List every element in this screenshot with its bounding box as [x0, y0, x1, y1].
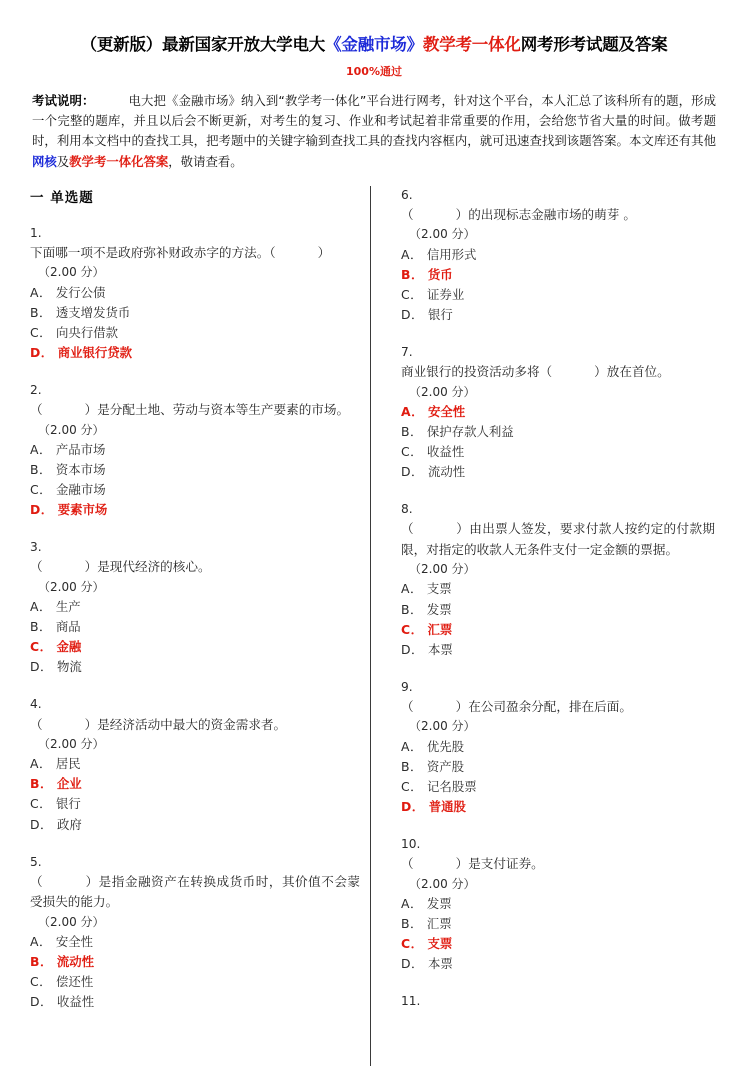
option-correct-answer[interactable] [30, 343, 360, 363]
option-row[interactable] [30, 323, 360, 343]
option-correct-answer[interactable] [30, 952, 360, 972]
option-key: D． [30, 502, 54, 518]
option-correct-answer[interactable] [401, 620, 715, 640]
right-column [375, 186, 715, 1029]
right-question-list [401, 186, 715, 1011]
option-key: A． [401, 246, 423, 262]
question-stem-suffix: ）的出现标志金融市场的萌芽 。 [455, 206, 636, 222]
option-text: 银行 [427, 306, 453, 322]
description-segment-2: 及 [56, 153, 70, 169]
option-correct-answer[interactable] [401, 402, 715, 422]
question-block [30, 853, 360, 1013]
option-key: D． [30, 994, 53, 1010]
option-key: A． [30, 756, 52, 772]
option-key: B． [401, 758, 423, 774]
option-key: D． [401, 798, 425, 814]
option-row[interactable] [401, 462, 715, 482]
option-correct-answer[interactable] [30, 774, 360, 794]
option-text: 银行 [56, 796, 81, 812]
option-key: A． [401, 581, 423, 597]
question-block [401, 500, 715, 660]
option-row[interactable] [401, 245, 715, 265]
question-columns [30, 186, 718, 1066]
option-text: 本票 [427, 956, 453, 972]
option-text: 发票 [426, 895, 452, 911]
question-points: （2.00 分） [409, 876, 476, 891]
question-stem-suffix: ）是经济活动中最大的资金需求者。 [84, 716, 287, 732]
question-block [30, 538, 360, 677]
option-row[interactable] [30, 617, 360, 637]
question-stem-suffix: ）放在首位。 [594, 364, 670, 380]
question-block [401, 835, 715, 974]
option-correct-answer[interactable] [401, 265, 715, 285]
exam-description-label: 考试说明： [32, 93, 95, 109]
question-stem [30, 557, 360, 577]
option-text: 透支增发货币 [55, 304, 131, 320]
option-text: 企业 [56, 776, 82, 792]
option-text: 信用形式 [426, 246, 477, 262]
question-stem-prefix: （ [30, 559, 43, 575]
option-row[interactable] [30, 303, 360, 323]
question-stem [401, 697, 715, 717]
question-points: （2.00 分） [38, 914, 105, 929]
option-text: 向央行借款 [56, 324, 118, 340]
option-key: B． [30, 776, 53, 792]
question-points: （2.00 分） [38, 265, 105, 280]
question-number: 4. [30, 697, 42, 712]
option-key: C． [30, 481, 53, 497]
option-text: 收益性 [56, 994, 95, 1010]
description-segment-3: ，敬请查看。 [168, 153, 243, 169]
left-question-list [30, 224, 360, 1013]
option-text: 货币 [427, 266, 453, 282]
option-text: 证券业 [427, 286, 465, 302]
option-key: C． [30, 796, 53, 812]
option-correct-answer[interactable] [401, 797, 715, 817]
option-text: 物流 [56, 659, 82, 675]
option-text: 居民 [55, 756, 81, 772]
option-key: C． [401, 621, 424, 637]
question-stem-suffix: ） [317, 244, 331, 260]
page-title [30, 34, 718, 56]
option-text: 保护存款人利益 [426, 423, 514, 439]
question-stem-suffix: ）是指金融资产在转换成货币时，其价值不会蒙受损失的能力。 [30, 873, 361, 910]
option-row[interactable] [30, 440, 360, 460]
option-key: A． [401, 403, 424, 419]
option-key: C． [401, 286, 424, 302]
option-row[interactable] [401, 442, 715, 462]
question-number: 7. [401, 344, 413, 359]
option-correct-answer[interactable] [30, 500, 360, 520]
option-text: 收益性 [427, 443, 465, 459]
option-text: 产品市场 [55, 441, 106, 457]
option-key: C． [30, 974, 53, 990]
option-row[interactable] [30, 815, 360, 835]
description-highlight-blue: 网核 [32, 153, 57, 169]
option-row[interactable] [401, 954, 715, 974]
question-stem-suffix: ）在公司盈余分配，排在后面。 [455, 699, 632, 715]
option-text: 发行公债 [55, 284, 106, 300]
option-row[interactable] [30, 283, 360, 303]
question-points: （2.00 分） [409, 719, 476, 734]
question-number: 9. [401, 679, 413, 694]
option-text: 支票 [427, 936, 453, 952]
option-key: D． [30, 659, 53, 675]
option-row[interactable] [30, 480, 360, 500]
option-row[interactable] [401, 737, 715, 757]
question-stem-prefix: （ [401, 856, 414, 872]
option-text: 资产股 [426, 758, 465, 774]
option-key: C． [401, 936, 424, 952]
option-row[interactable] [30, 972, 360, 992]
left-column [30, 186, 370, 1031]
question-stem [401, 519, 715, 560]
question-stem-prefix: （ [30, 716, 43, 732]
option-row[interactable] [30, 460, 360, 480]
option-text: 要素市场 [57, 502, 108, 518]
column-divider [370, 186, 371, 1066]
question-stem [30, 872, 360, 913]
option-text: 汇票 [427, 621, 453, 637]
option-text: 流动性 [427, 464, 466, 480]
question-number: 2. [30, 382, 42, 397]
question-points: （2.00 分） [409, 227, 476, 242]
title-part-4: 网考形考试题及答案 [520, 35, 668, 54]
option-key: C． [30, 324, 53, 340]
question-number: 1. [30, 225, 42, 240]
question-block [401, 343, 715, 482]
option-row[interactable] [30, 754, 360, 774]
question-stem [401, 854, 715, 874]
question-block [401, 992, 715, 1010]
question-stem-suffix: ）由出票人签发，要求付款人按约定的付款期限，对指定的收款人无条件支付一定金额的票据。 [401, 521, 716, 557]
question-stem-suffix: ）是支付证券。 [455, 856, 544, 872]
option-key: C． [30, 639, 53, 655]
option-row[interactable] [401, 579, 715, 599]
question-stem [30, 243, 360, 263]
option-row[interactable] [401, 757, 715, 777]
description-highlight-red: 教学考一体化答案 [69, 153, 169, 169]
option-row[interactable] [30, 932, 360, 952]
option-key: B． [30, 461, 52, 477]
option-text: 汇票 [426, 916, 452, 931]
option-row[interactable] [401, 640, 715, 660]
option-key: A． [401, 895, 423, 911]
question-stem-suffix: ）是现代经济的核心。 [84, 559, 211, 575]
option-key: D． [401, 641, 424, 657]
option-correct-answer[interactable] [30, 637, 360, 657]
question-block [30, 381, 360, 520]
section-heading: 一 单选题 [30, 189, 94, 206]
option-text: 流动性 [56, 954, 95, 969]
question-stem-prefix: （ [401, 521, 414, 537]
question-stem-prefix: （ [30, 873, 44, 889]
option-text: 偿还性 [56, 974, 94, 990]
question-number: 10. [401, 837, 421, 852]
question-number: 11. [401, 994, 421, 1009]
question-stem-prefix: （ [401, 699, 414, 715]
title-part-1: （更新版）最新国家开放大学电大 [80, 35, 326, 54]
page-subtitle: 100%通过 [346, 65, 402, 79]
question-stem-suffix: ）是分配土地、劳动与资本等生产要素的市场。 [84, 402, 350, 418]
option-key: A． [401, 738, 423, 754]
option-key: B． [401, 916, 423, 931]
question-stem-prefix: 下面哪一项不是政府弥补财政赤字的方法。（ [30, 244, 276, 260]
question-block [401, 186, 715, 325]
option-key: B． [401, 266, 424, 282]
option-key: B． [30, 954, 53, 969]
option-row[interactable] [401, 422, 715, 442]
title-part-course: 《金融市场》 [325, 35, 423, 54]
option-text: 发票 [426, 601, 452, 617]
option-row[interactable] [401, 914, 715, 934]
question-points: （2.00 分） [38, 579, 105, 594]
option-key: B． [30, 304, 52, 320]
question-number: 5. [30, 854, 42, 869]
option-row[interactable] [30, 992, 360, 1012]
option-key: B． [401, 423, 423, 439]
option-text: 资本市场 [55, 461, 106, 477]
option-text: 金融 [56, 639, 82, 655]
option-key: D． [401, 306, 424, 322]
option-text: 商业银行贷款 [57, 344, 133, 360]
option-key: A． [30, 441, 52, 457]
title-part-platform: 教学考一体化 [422, 35, 521, 54]
option-text: 生产 [55, 599, 81, 615]
option-row[interactable] [30, 657, 360, 677]
question-stem [401, 205, 715, 225]
option-text: 记名股票 [427, 778, 477, 794]
question-stem [401, 362, 715, 382]
question-number: 3. [30, 540, 42, 555]
option-row[interactable] [401, 285, 715, 305]
question-points: （2.00 分） [409, 384, 476, 399]
question-stem-prefix: （ [401, 206, 414, 222]
option-text: 金融市场 [56, 481, 106, 497]
option-text: 商品 [55, 619, 81, 635]
question-block [30, 695, 360, 834]
option-key: B． [401, 601, 423, 617]
description-segment-1: 电大把《金融市场》纳入到“教学考一体化”平台进行网考，针对这个平台，本人汇总了该科所有的题，形成一个完整的题库，并且以后会不断更新，对考生的复习、作业和考试起着非常重要的作用，会给您节省大量的时间。做考题时，利用本文档中的查找工具，把考题中的关键字输到查找工具的查找内容框内，就可迅速查找到该题答案。本文库还有其他 [32, 93, 717, 149]
option-key: A． [30, 284, 52, 300]
option-key: D． [30, 816, 53, 832]
option-key: D． [30, 344, 54, 360]
option-text: 安全性 [55, 933, 94, 949]
option-row[interactable] [30, 597, 360, 617]
option-key: A． [30, 599, 52, 615]
question-points: （2.00 分） [409, 562, 476, 577]
option-key: D． [401, 956, 424, 972]
option-key: D． [401, 464, 424, 480]
question-stem-prefix: （ [30, 402, 43, 418]
option-key: B． [30, 619, 52, 635]
option-correct-answer[interactable] [401, 934, 715, 954]
option-key: C． [401, 443, 424, 459]
question-number: 6. [401, 187, 413, 202]
option-row[interactable] [401, 777, 715, 797]
option-text: 优先股 [426, 738, 465, 754]
question-points: （2.00 分） [38, 737, 105, 752]
option-row[interactable] [30, 794, 360, 814]
question-stem [30, 715, 360, 735]
option-text: 普通股 [428, 798, 466, 814]
question-block [401, 678, 715, 817]
option-text: 支票 [426, 581, 452, 597]
question-points: （2.00 分） [38, 422, 105, 437]
option-key: C． [401, 778, 424, 794]
option-row[interactable] [401, 894, 715, 914]
option-text: 政府 [56, 816, 82, 832]
question-number: 8. [401, 502, 413, 517]
option-key: A． [30, 933, 52, 949]
question-stem [30, 400, 360, 420]
option-text: 安全性 [427, 403, 466, 419]
question-stem-prefix: 商业银行的投资活动多将（ [401, 364, 553, 380]
option-row[interactable] [401, 305, 715, 325]
exam-description [32, 91, 716, 171]
option-text: 本票 [427, 641, 453, 657]
option-row[interactable] [401, 600, 715, 620]
question-block [30, 224, 360, 363]
